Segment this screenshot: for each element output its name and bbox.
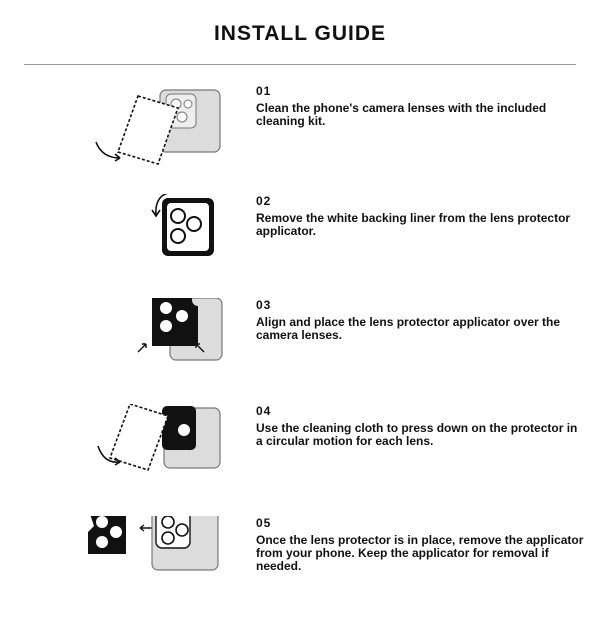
remove-liner-illustration <box>80 194 240 304</box>
step-number: 01 <box>256 84 272 98</box>
title-divider <box>24 64 576 65</box>
step-5 <box>0 516 600 626</box>
step-description: Clean the phone's camera lenses with the included cleaning kit. <box>256 101 547 128</box>
applicator-icon <box>152 298 198 346</box>
step-number: 03 <box>256 298 272 312</box>
step-number: 04 <box>256 404 272 418</box>
cleaning-cloth-icon <box>118 96 178 164</box>
step-description: Align and place the lens protector applicator over the camera lenses. <box>256 315 561 342</box>
align-arrow-icon <box>138 344 146 352</box>
step-number: 05 <box>256 516 272 530</box>
press-protector-illustration <box>80 404 240 514</box>
page-title: INSTALL GUIDE <box>213 22 387 45</box>
clean-lens-illustration <box>80 84 240 194</box>
step-4 <box>0 404 600 514</box>
step-3 <box>0 298 600 408</box>
step-number: 02 <box>256 194 272 208</box>
remove-applicator-illustration <box>80 516 240 626</box>
step-description: Remove the white backing liner from the lens protector applicator. <box>256 211 571 238</box>
align-applicator-illustration <box>80 298 240 408</box>
step-description: Use the cleaning cloth to press down on the protector in a circular motion for each lens. <box>256 421 578 448</box>
step-description: Once the lens protector is in place, remove the applicator from your phone. Keep the applicator for removal if needed. <box>256 533 584 573</box>
step-2 <box>0 194 600 304</box>
step-1 <box>0 84 600 194</box>
